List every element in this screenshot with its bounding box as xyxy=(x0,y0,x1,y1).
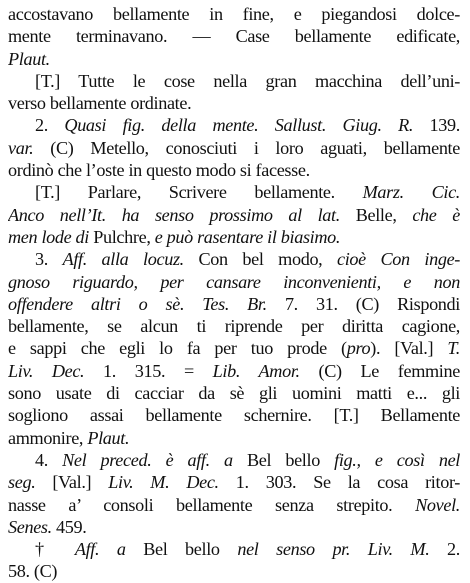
text-line xyxy=(8,25,460,47)
text-segment: 2. xyxy=(429,539,460,560)
text-line xyxy=(8,538,460,560)
italic-text: T. xyxy=(447,338,460,359)
italic-text: Liv. M. Dec. xyxy=(108,472,219,493)
italic-text: Senes. xyxy=(8,516,52,537)
italic-text: e può rasentare il biasimo. xyxy=(154,226,341,247)
text-segment: 7. 31. (C) Rispondi xyxy=(266,293,460,314)
text-line xyxy=(8,337,460,359)
text-line xyxy=(8,315,460,337)
text-segment: bellamente, se alcun ti riprende per diritta cagione, xyxy=(8,316,460,337)
text-line xyxy=(8,3,460,25)
text-segment: 2. xyxy=(35,115,65,136)
text-segment: † xyxy=(35,539,75,560)
text-segment: nasse a’ consoli bellamente senza strepito. xyxy=(8,494,416,515)
text-line xyxy=(8,48,460,70)
text-segment: accostavano bellamente in fine, e piegandosi dolce- xyxy=(8,4,460,24)
text-segment: mente terminavano. — Case bellamente edificate, xyxy=(8,26,460,47)
italic-text: nel senso pr. Liv. M. xyxy=(237,539,430,560)
text-line xyxy=(8,494,460,516)
text-line xyxy=(8,226,460,248)
text-line xyxy=(8,114,460,136)
text-line xyxy=(8,427,460,449)
text-line xyxy=(8,92,460,114)
italic-text: cioè Con inge- xyxy=(337,249,460,270)
italic-text: seg. xyxy=(8,472,36,493)
text-line xyxy=(8,159,460,181)
text-line xyxy=(8,449,460,471)
text-segment: ammonire, xyxy=(8,427,88,448)
text-segment: verso bellamente ordinate. xyxy=(8,93,192,114)
text-segment: [T.] Parlare, Scrivere bellamente. xyxy=(35,182,363,203)
text-segment: Pulchre, xyxy=(89,226,155,247)
text-segment: e sappi che egli lo fa per tuo prode ( xyxy=(8,338,347,359)
text-line xyxy=(8,404,460,426)
text-line xyxy=(8,516,460,538)
text-line xyxy=(8,471,460,493)
italic-text: che è xyxy=(412,204,460,225)
text-segment: 58. (C) xyxy=(8,561,58,582)
italic-text: gnoso riguardo, per cansare inconvenienti, e non xyxy=(8,271,460,292)
italic-text: Lib. Amor. xyxy=(212,360,300,381)
text-segment: Bel bello xyxy=(125,539,238,560)
italic-text: fig., e così nel xyxy=(334,449,460,470)
text-segment: [T.] Tutte le cose nella gran macchina dell’uni- xyxy=(35,70,460,91)
text-segment: sono usate di cacciar da sè gli uomini matti e... gli xyxy=(8,383,460,404)
italic-text: men lode di xyxy=(8,226,90,247)
italic-text: Nel preced. è aff. a xyxy=(62,449,233,470)
text-segment: 1. 315. = xyxy=(84,360,213,381)
text-segment: (C) Metello, conosciuti i loro aguati, bellamente xyxy=(33,137,460,158)
text-line xyxy=(8,560,460,582)
italic-text: Liv. Dec. xyxy=(8,360,85,381)
text-segment: ordinò che l’oste in questo modo si facesse. xyxy=(8,160,310,181)
text-line xyxy=(8,204,460,226)
text-segment: (C) Le femmine xyxy=(299,360,460,381)
text-line xyxy=(8,293,460,315)
text-line xyxy=(8,271,460,293)
text-segment: 459. xyxy=(51,516,87,537)
italic-text: Aff. alla locuz. xyxy=(62,249,184,270)
text-segment: Con bel modo, xyxy=(183,249,337,270)
text-line xyxy=(8,70,460,92)
text-line xyxy=(8,360,460,382)
text-segment: 139. xyxy=(413,115,460,136)
text-segment: [Val.] xyxy=(35,472,109,493)
italic-text: var. xyxy=(8,137,34,158)
italic-text: Anco nell’It. ha senso prossimo al lat. xyxy=(8,204,340,225)
text-line xyxy=(8,137,460,159)
italic-text: Marz. Cic. xyxy=(362,182,460,203)
text-segment: 1. 303. Se la cosa ritor- xyxy=(218,472,460,493)
text-segment: Belle, xyxy=(339,204,413,225)
text-line xyxy=(8,382,460,404)
text-line xyxy=(8,248,460,270)
text-segment: 4. xyxy=(35,449,63,470)
text-segment: sogliono assai bellamente schernire. [T.] Bellamente xyxy=(8,405,460,426)
text-segment: ). [Val.] xyxy=(370,338,448,359)
italic-text: Plaut. xyxy=(8,48,50,69)
text-segment: Bel bello xyxy=(232,449,335,470)
italic-text: offendere altri o sè. Tes. Br. xyxy=(8,293,267,314)
text-line xyxy=(8,181,460,203)
text-segment: 3. xyxy=(35,249,63,270)
italic-text: pro xyxy=(346,338,371,359)
italic-text: Aff. a xyxy=(74,539,126,560)
italic-text: Novel. xyxy=(415,494,460,515)
italic-text: Quasi fig. della mente. Sallust. Giug. R. xyxy=(64,115,414,136)
italic-text: Plaut. xyxy=(87,427,130,448)
